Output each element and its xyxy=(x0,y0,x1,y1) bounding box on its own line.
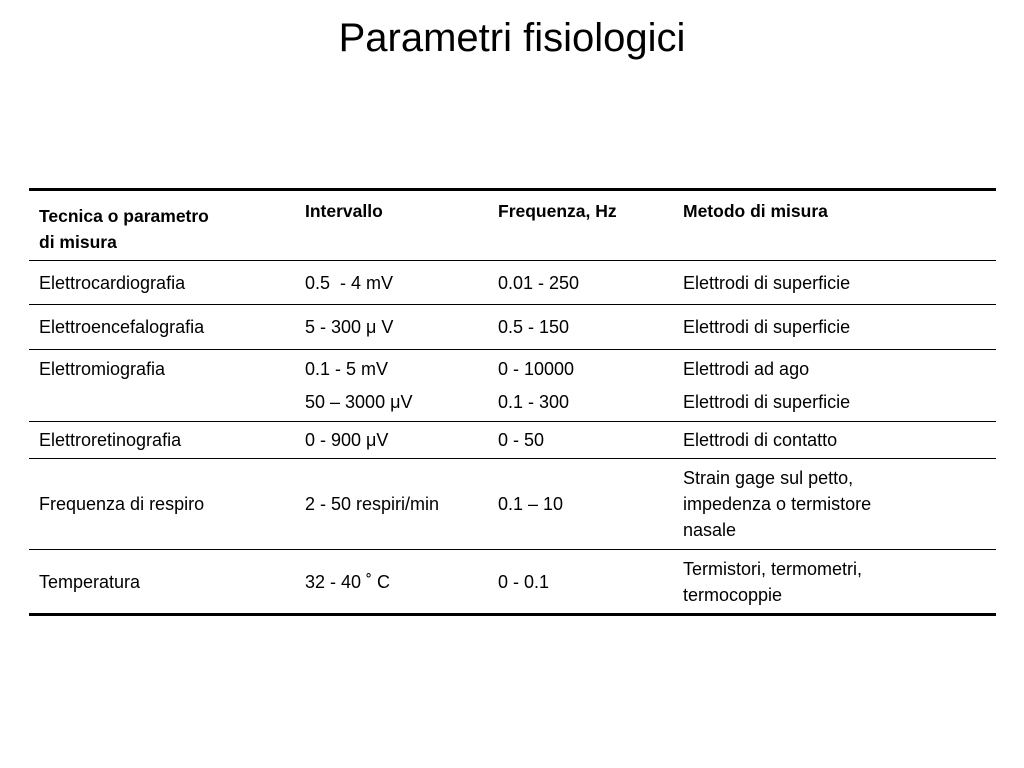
header-tecnica xyxy=(29,191,295,260)
cell-frequenza-line2: 0.1 - 300 xyxy=(498,392,570,412)
cell-metodo: Elettrodi di superficie xyxy=(683,272,851,293)
cell-metodo xyxy=(673,350,996,421)
cell-intervallo: 0 - 900 μV xyxy=(305,430,389,450)
cell-frequenza: 0.01 - 250 xyxy=(498,272,580,293)
table-row xyxy=(29,549,996,613)
table-row xyxy=(29,260,996,304)
cell-intervallo xyxy=(295,350,488,421)
page-title: Parametri fisiologici xyxy=(338,16,686,60)
cell-tecnica: Elettrocardiografia xyxy=(39,272,186,293)
cell-tecnica: Elettroencefalografia xyxy=(39,317,205,337)
cell-metodo-line1: Elettrodi ad ago xyxy=(683,359,810,379)
cell-frequenza: 0 - 0.1 xyxy=(498,571,550,592)
cell-frequenza: 0.5 - 150 xyxy=(498,317,570,337)
parameters-table xyxy=(29,188,996,616)
cell-intervallo: 2 - 50 respiri/min xyxy=(305,494,440,514)
header-frequenza: Frequenza, Hz xyxy=(498,201,617,221)
cell-tecnica: Elettromiografia xyxy=(39,359,166,379)
cell-frequenza xyxy=(488,350,673,421)
table-row xyxy=(29,458,996,549)
cell-metodo-line1: Termistori, termometri, xyxy=(683,558,863,579)
cell-metodo-line2: Elettrodi di superficie xyxy=(683,392,851,412)
cell-tecnica: Frequenza di respiro xyxy=(39,494,205,514)
cell-metodo xyxy=(673,550,996,613)
cell-frequenza: 0.1 – 10 xyxy=(498,494,564,514)
cell-frequenza-line1: 0 - 10000 xyxy=(498,359,575,379)
cell-metodo-line2: termocoppie xyxy=(683,584,783,605)
cell-metodo-line1: Strain gage sul petto, xyxy=(683,468,854,488)
cell-metodo: Elettrodi di contatto xyxy=(683,430,838,450)
header-metodo: Metodo di misura xyxy=(683,201,828,221)
table-bottom-rule xyxy=(29,613,996,616)
cell-intervallo: 32 - 40 ˚ C xyxy=(305,571,391,592)
cell-metodo: Elettrodi di superficie xyxy=(683,317,851,337)
table-row xyxy=(29,349,996,421)
cell-metodo-line3: nasale xyxy=(683,520,737,540)
table-row xyxy=(29,304,996,349)
cell-intervallo-line2: 50 – 3000 μV xyxy=(305,392,413,412)
table-row xyxy=(29,421,996,458)
cell-tecnica: Elettroretinografia xyxy=(39,430,182,450)
cell-tecnica: Temperatura xyxy=(39,571,141,592)
cell-intervallo-line1: 0.1 - 5 mV xyxy=(305,359,389,379)
cell-intervallo: 0.5 - 4 mV xyxy=(305,272,394,293)
header-intervallo: Intervallo xyxy=(305,201,383,221)
table-header-row xyxy=(29,191,996,260)
cell-metodo-line2: impedenza o termistore xyxy=(683,494,872,514)
cell-metodo xyxy=(673,459,996,549)
cell-intervallo: 5 - 300 μ V xyxy=(305,317,394,337)
header-tecnica-line2: di misura xyxy=(39,232,117,252)
header-tecnica-line1: Tecnica o parametro xyxy=(39,206,209,226)
cell-frequenza: 0 - 50 xyxy=(498,430,545,450)
